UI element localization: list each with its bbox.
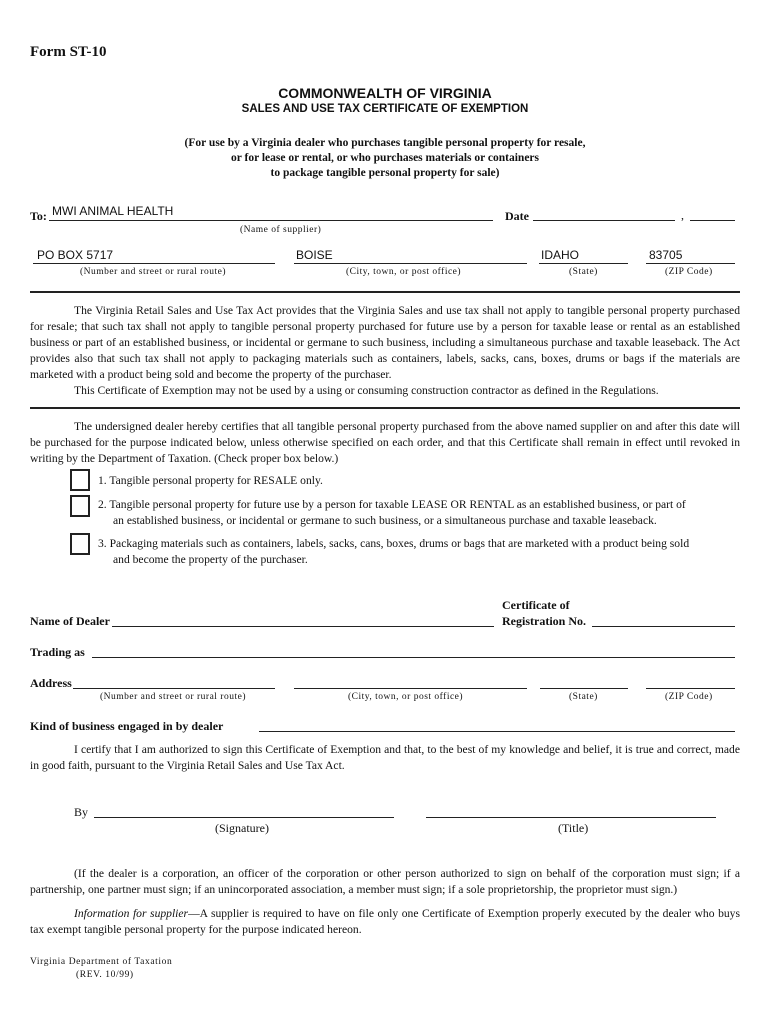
signing-note: (If the dealer is a corporation, an officer of the corporation or other person authorized to sign on behalf of the corporation must sign; if a partnership, one partner must sign; if an unincorporated association, a member must sign; if a sole proprietorship, the proprietor must sign.) bbox=[30, 867, 740, 896]
supplier-name-value[interactable]: MWI ANIMAL HEALTH bbox=[52, 204, 174, 218]
signature-field[interactable] bbox=[94, 817, 394, 818]
option-lease-rental-line-2: an established business, or incidental or germane to such business, or a simultaneous purchase and taxable leaseback. bbox=[113, 514, 657, 527]
section-divider-2 bbox=[30, 407, 740, 409]
certification-intro: The undersigned dealer hereby certifies that all tangible personal property purchased from the above named supplier on and after this date will be purchased for the purpose indicated below, unless otherwise specified on each order, and that this Certificate shall remain in effect until revoked in writing by the Department of Taxation. (Check proper box below.) bbox=[30, 420, 740, 465]
supplier-state-caption: (State) bbox=[569, 267, 598, 277]
section-divider-1 bbox=[30, 291, 740, 293]
supplier-city-value[interactable]: BOISE bbox=[296, 248, 333, 262]
option-lease-rental bbox=[98, 497, 740, 529]
supplier-state-line[interactable] bbox=[539, 263, 628, 264]
dealer-street-caption: (Number and street or rural route) bbox=[100, 692, 246, 702]
title-field[interactable] bbox=[426, 817, 716, 818]
supplier-name-caption: (Name of supplier) bbox=[240, 225, 322, 235]
purpose-line-2: or for lease or rental, or who purchases materials or containers bbox=[230, 152, 540, 164]
option-resale bbox=[98, 473, 740, 489]
signature-caption: (Signature) bbox=[215, 821, 269, 835]
date-month-day-line[interactable] bbox=[533, 220, 675, 221]
purpose-line-3: to package tangible personal property for sale) bbox=[270, 167, 500, 179]
form-purpose bbox=[0, 136, 770, 181]
option-packaging-line-2: and become the property of the purchaser. bbox=[113, 553, 308, 566]
option-lease-rental-line-1: 2. Tangible personal property for future use by a person for taxable LEASE OR RENTAL as an established business, or part of bbox=[98, 498, 686, 511]
title-caption: (Title) bbox=[558, 821, 589, 835]
supplier-information-text: —A supplier is required to have on file only one Certificate of Exemption properly executed by the dealer who buys tax exempt tangible personal property for the purpose indicated hereon. bbox=[30, 907, 740, 936]
dealer-city-caption: (City, town, or post office) bbox=[348, 692, 464, 702]
supplier-street-line[interactable] bbox=[33, 263, 275, 264]
dealer-state-field[interactable] bbox=[540, 688, 628, 689]
form-subtitle: SALES AND USE TAX CERTIFICATE OF EXEMPTION bbox=[241, 103, 529, 115]
date-label: Date bbox=[505, 209, 529, 223]
certificate-label: Certificate of bbox=[502, 598, 570, 612]
lease-rental-checkbox[interactable] bbox=[70, 495, 90, 517]
supplier-city-caption: (City, town, or post office) bbox=[346, 267, 462, 277]
registration-number-field[interactable] bbox=[592, 626, 735, 627]
act-note: This Certificate of Exemption may not be used by a using or consuming construction contractor as defined in the Regulations. bbox=[74, 384, 659, 397]
supplier-information-lead: Information for supplier bbox=[74, 907, 189, 920]
trading-as-field[interactable] bbox=[92, 657, 735, 658]
registration-label: Registration No. bbox=[502, 614, 586, 628]
packaging-checkbox[interactable] bbox=[70, 533, 90, 555]
resale-checkbox[interactable] bbox=[70, 469, 90, 491]
act-paragraph: The Virginia Retail Sales and Use Tax Act provides that the Virginia Sales and use tax shall not apply to tangible personal property purchased for resale; that such tax shall not apply to tangible personal property purchased for future use by a person for taxable lease or rental as an established business or part of an established business, or incidental or germane to such business, including a simultaneous purchase and taxable leaseback. The Act provides also that such tax shall not apply to packaging materials such as containers, labels, sacks, cans, boxes, drums or bags if the materials are marketed with a product being sold and become the property of the purchaser. bbox=[30, 304, 740, 381]
form-title: COMMONWEALTH OF VIRGINIA bbox=[278, 85, 492, 101]
to-label: To: bbox=[30, 209, 47, 223]
dealer-name-label: Name of Dealer bbox=[30, 614, 110, 628]
certify-statement: I certify that I am authorized to sign this Certificate of Exemption and that, to the best of my knowledge and belief, it is true and correct, made in good faith, pursuant to the Virginia Retail Sales and Use Tax Act. bbox=[30, 743, 740, 772]
supplier-city-line[interactable] bbox=[294, 263, 527, 264]
department-name: Virginia Department of Taxation bbox=[30, 957, 173, 967]
date-year-line[interactable] bbox=[690, 220, 735, 221]
option-resale-text: 1. Tangible personal property for RESALE only. bbox=[98, 474, 323, 487]
supplier-state-value[interactable]: IDAHO bbox=[541, 248, 580, 262]
kind-of-business-field[interactable] bbox=[259, 731, 735, 732]
purpose-line-1: (For use by a Virginia dealer who purchases tangible personal property for resale, bbox=[184, 137, 586, 149]
supplier-zip-line[interactable] bbox=[646, 263, 735, 264]
revision-date: (REV. 10/99) bbox=[76, 970, 134, 980]
dealer-street-field[interactable] bbox=[73, 688, 275, 689]
supplier-street-caption: (Number and street or rural route) bbox=[80, 267, 226, 277]
dealer-state-caption: (State) bbox=[569, 692, 598, 702]
dealer-name-field[interactable] bbox=[112, 626, 494, 627]
address-label: Address bbox=[30, 676, 72, 690]
supplier-name-line[interactable] bbox=[49, 220, 493, 221]
supplier-street-value[interactable]: PO BOX 5717 bbox=[37, 248, 114, 262]
date-separator: , bbox=[681, 208, 684, 222]
supplier-information bbox=[30, 906, 740, 938]
supplier-zip-value[interactable]: 83705 bbox=[649, 248, 683, 262]
supplier-zip-caption: (ZIP Code) bbox=[665, 267, 713, 277]
kind-of-business-label: Kind of business engaged in by dealer bbox=[30, 719, 224, 733]
dealer-zip-field[interactable] bbox=[646, 688, 735, 689]
trading-as-label: Trading as bbox=[30, 645, 85, 659]
by-label: By bbox=[74, 805, 89, 819]
form-id: Form ST-10 bbox=[30, 44, 107, 60]
footer-department bbox=[30, 956, 172, 982]
dealer-city-field[interactable] bbox=[294, 688, 527, 689]
option-packaging-line-1: 3. Packaging materials such as containers, labels, sacks, cans, boxes, drums or bags that are marketed with a product being sold bbox=[98, 537, 690, 550]
option-packaging bbox=[98, 536, 740, 568]
dealer-zip-caption: (ZIP Code) bbox=[665, 692, 713, 702]
